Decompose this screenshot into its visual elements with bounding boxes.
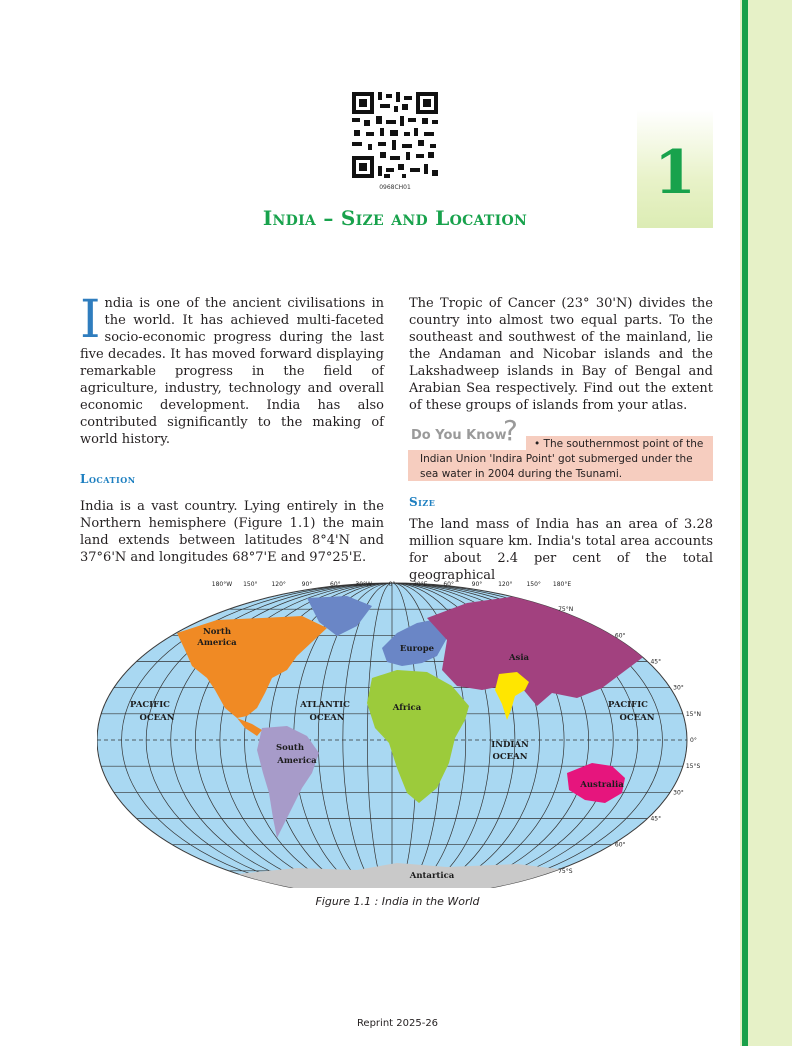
qr-code <box>350 90 440 180</box>
label-pacific-west-1: PACIFIC <box>130 700 170 710</box>
latitude-label: 75°S <box>558 867 573 875</box>
longitude-label: 30°E <box>413 581 428 588</box>
chapter-number: 1 <box>654 138 696 208</box>
longitude-label: 0° <box>388 581 396 588</box>
tropic-paragraph: The Tropic of Cancer (23° 30'N) divides the country into almost two equal parts. To the southeast and southwest of the mainland, lie the Andaman and Nicobar islands and the Lakshadweep islands in Bay of Bengal and Arabian Sea respectively. Find out the extent of these groups of islands from your atlas. <box>409 296 713 413</box>
qr-code-label: 0968CH01 <box>379 184 411 191</box>
label-north-america-1: North <box>202 627 232 637</box>
longitude-label: 120° <box>498 581 513 588</box>
world-map <box>97 578 717 888</box>
latitude-label: 45° <box>650 815 662 823</box>
latitude-label: 0° <box>690 737 697 744</box>
label-north-america-2: America <box>197 638 237 648</box>
latitude-label: 15°S <box>685 763 701 771</box>
longitude-label: 150° <box>526 581 541 588</box>
latitude-label: 60° <box>614 841 626 849</box>
latitude-label: 30° <box>673 789 684 797</box>
label-asia: Asia <box>508 653 530 663</box>
latitude-label: 30° <box>673 684 684 692</box>
do-you-know-label: Do You Know <box>411 428 507 443</box>
size-paragraph: The land mass of India has an area of 3.28 million square km. India's total area accounts for about 2.4 per cent of the total geographical <box>409 517 713 583</box>
longitude-label: 120° <box>271 581 286 588</box>
longitude-label: 60° <box>330 581 341 588</box>
latitude-label: 75°N <box>558 606 574 614</box>
label-australia: Australia <box>580 780 624 790</box>
drop-cap: I <box>80 290 101 350</box>
latitude-label: 60° <box>614 632 626 640</box>
label-pacific-west-2: OCEAN <box>139 713 175 723</box>
longitude-label: 30°W <box>355 581 372 588</box>
longitude-label: 180°W <box>211 581 233 588</box>
label-indian-2: OCEAN <box>492 752 528 762</box>
do-you-know-fact: The southernmost point of the Indian Union 'Indira Point' got submerged under the sea water in 2004 during the Tsunami. <box>420 438 704 480</box>
size-heading: Size <box>409 495 436 509</box>
bullet: • <box>534 438 541 450</box>
label-pacific-east-2: OCEAN <box>619 713 655 723</box>
reprint-footer: Reprint 2025-26 <box>356 1018 439 1029</box>
longitude-label: 90° <box>471 581 483 588</box>
label-atlantic-2: OCEAN <box>309 713 345 723</box>
longitude-labels <box>212 581 572 588</box>
label-south-america-1: South <box>275 743 305 753</box>
label-africa: Africa <box>392 703 422 713</box>
side-margin-rule <box>742 0 748 1046</box>
longitude-label: 90° <box>301 581 313 588</box>
label-atlantic-1: ATLANTIC <box>300 700 350 710</box>
latitude-label: 15°N <box>685 710 701 718</box>
location-paragraph: India is a vast country. Lying entirely in the Northern hemisphere (Figure 1.1) the main land extends between latitudes 8°4'N and 37°6'N and longitudes 68°7'E and 97°25'E. <box>80 499 384 565</box>
longitude-label: 60° <box>443 581 454 588</box>
label-antarctica: Antartica <box>409 871 455 881</box>
label-pacific-east-1: PACIFIC <box>608 700 648 710</box>
question-mark-icon: ? <box>503 414 518 447</box>
label-south-america-2: America <box>277 756 317 766</box>
latitude-label: 45° <box>650 658 662 666</box>
intro-paragraph <box>80 290 384 448</box>
figure-caption: Figure 1.1 : India in the World <box>315 895 480 908</box>
location-heading: Location <box>80 472 136 486</box>
longitude-label: 150° <box>243 581 258 588</box>
label-indian-1: INDIAN <box>491 740 529 750</box>
do-you-know-text <box>420 437 710 482</box>
label-europe: Europe <box>399 644 435 654</box>
longitude-label: 180°E <box>552 581 572 588</box>
intro-text: ndia is one of the ancient civilisations in the world. It has achieved multi-faceted socio-economic progress during the last five decades. It has moved forward displaying remarkable progress in the field of agriculture, industry, technology and overall economic development. India has also contributed significantly to the making of world history. <box>80 296 384 447</box>
chapter-title: India – Size and Location <box>262 206 528 230</box>
